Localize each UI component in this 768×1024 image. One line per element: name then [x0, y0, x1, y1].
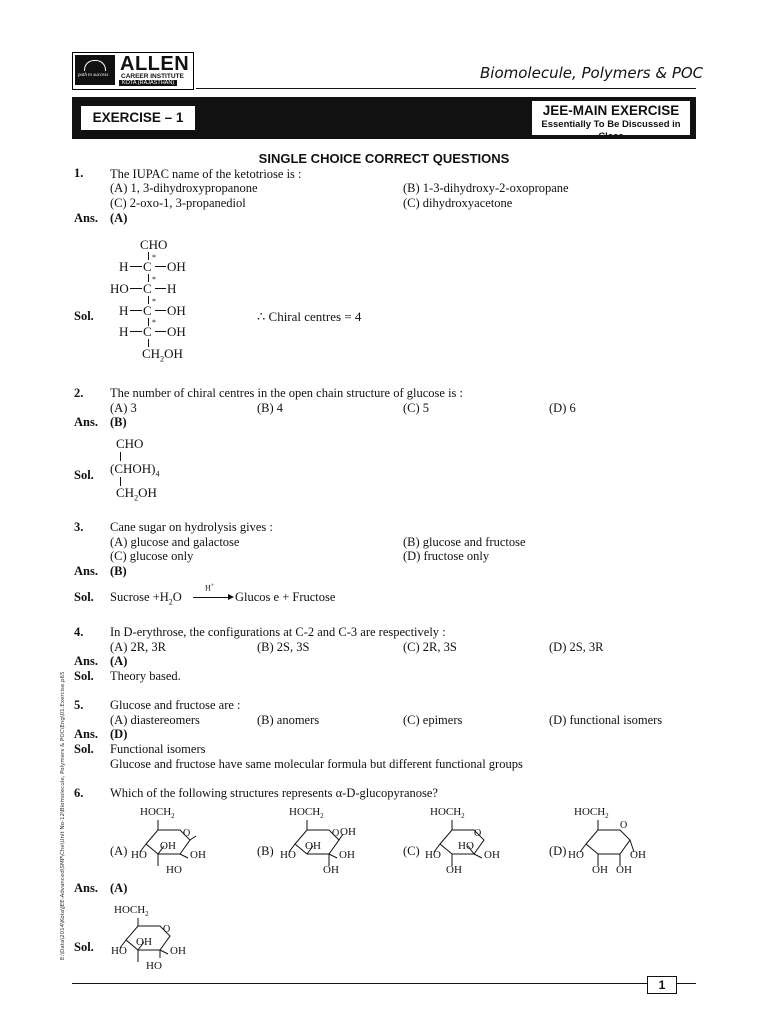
q5-number: 5.: [74, 698, 84, 712]
allen-logo: [72, 52, 194, 90]
q6-ans-value: (A): [110, 881, 128, 895]
q1-struct-c: C: [143, 281, 152, 296]
q3-text: Cane sugar on hydrolysis gives :: [110, 520, 273, 534]
q4-sol-label: Sol.: [74, 669, 94, 683]
bond: [155, 288, 166, 289]
sub: 2: [605, 812, 609, 821]
q6-option-c-label: (C): [403, 844, 420, 858]
q1-struct-oh: OH: [167, 259, 186, 274]
q3-option-a: (A) glucose and galactose: [110, 535, 240, 549]
q1-struct-oh: OH: [167, 324, 186, 339]
q1-text: The IUPAC name of the ketotriose is :: [110, 167, 302, 181]
jee-main-badge: [532, 101, 690, 142]
sub: 2: [461, 812, 465, 821]
q5-option-c: (C) epimers: [403, 713, 463, 727]
q2-struct-cho: CHO: [116, 436, 144, 451]
sub: 2: [171, 812, 175, 821]
chain: (CHOH): [110, 461, 156, 476]
q1-ans-label: Ans.: [74, 211, 98, 225]
q3-catalyst: [205, 583, 214, 593]
ring-ho: HO: [280, 849, 296, 861]
q1-struct-c: C: [143, 303, 152, 318]
bond: [130, 310, 142, 311]
q4-sol-text: Theory based.: [110, 669, 181, 683]
q4-option-c: (C) 2R, 3S: [403, 640, 457, 654]
ch: CH: [142, 346, 161, 361]
ring-oh: OH: [630, 849, 646, 861]
footer-rule-right: [676, 983, 696, 984]
bond: [130, 288, 142, 289]
ring-oh: OH: [616, 864, 632, 876]
q4-option-a: (A) 2R, 3R: [110, 640, 166, 654]
q6-option-b-label: (B): [257, 844, 274, 858]
page-header-title: Biomolecule, Polymers & POC: [480, 64, 704, 82]
q1-ans-value: (A): [110, 211, 128, 225]
q3-option-b: (B) glucose and fructose: [403, 535, 526, 549]
q5-sol-line1: Functional isomers: [110, 742, 206, 756]
q6-option-a-label: (A): [110, 844, 128, 858]
q1-option-c: (C) 2-oxo-1, 3-propanediol: [110, 196, 246, 210]
q6-option-b-structure: [277, 806, 367, 882]
ring-ho: HO: [568, 849, 584, 861]
q2-option-a: (A) 3: [110, 401, 137, 415]
q6-text: Which of the following structures represents α-D-glucopyranose?: [110, 786, 438, 800]
chiral-star: *: [152, 297, 156, 306]
bond: [130, 331, 142, 332]
q3-sol-rhs: Glucos e + Fructose: [235, 590, 336, 604]
q1-struct-ho: HO: [110, 281, 129, 296]
ring-oh: OH: [484, 849, 500, 861]
q1-struct-h: H: [119, 303, 129, 318]
q3-sol-lhs: [110, 590, 182, 607]
q2-number: 2.: [74, 386, 84, 400]
q6-option-c-structure: [422, 806, 512, 882]
chiral-star: *: [152, 318, 156, 327]
q1-option-d: (C) dihydroxyacetone: [403, 196, 513, 210]
q5-option-b: (B) anomers: [257, 713, 320, 727]
q3-option-c: (C) glucose only: [110, 549, 194, 563]
ring-o: O: [474, 828, 482, 839]
hoch: HOCH: [430, 806, 462, 818]
chiral-star: *: [152, 275, 156, 284]
q3-option-d: (D) fructose only: [403, 549, 490, 563]
q5-ans-value: (D): [110, 727, 128, 741]
header-rule: [196, 88, 696, 89]
q2-option-b: (B) 4: [257, 401, 284, 415]
bond: [155, 266, 166, 267]
ring-oh: OH: [446, 864, 462, 876]
q6-option-a-structure: [128, 806, 218, 882]
sub: 2: [320, 812, 324, 821]
ring-oh: OH: [170, 945, 186, 957]
ring-oh: OH: [340, 826, 356, 838]
ring-o: O: [620, 820, 628, 831]
q1-struct-cho: CHO: [140, 237, 168, 252]
section-title: SINGLE CHOICE CORRECT QUESTIONS: [258, 151, 510, 166]
q5-sol-label: Sol.: [74, 742, 94, 756]
footer-rule: [72, 983, 647, 984]
q5-text: Glucose and fructose are :: [110, 698, 241, 712]
h: H: [205, 583, 211, 593]
sub: 4: [155, 469, 160, 479]
q1-struct-c: C: [143, 324, 152, 339]
hoch: HOCH: [140, 806, 172, 818]
logo-line2: KOTA (RAJASTHAN): [119, 80, 177, 86]
ring-o: O: [332, 828, 340, 839]
badge-subtitle: Essentially To Be Discussed in Class: [541, 119, 681, 142]
oh: OH: [164, 346, 183, 361]
sucrose: Sucrose +H: [110, 590, 169, 604]
logo-arch: [84, 60, 106, 71]
ring-ho: HO: [111, 945, 127, 957]
o: O: [172, 590, 182, 604]
q4-ans-value: (A): [110, 654, 128, 668]
ring-ho: HO: [131, 849, 147, 861]
ring-oh: OH: [323, 864, 339, 876]
sub: 2: [160, 354, 165, 364]
q4-ans-label: Ans.: [74, 654, 98, 668]
q5-option-d: (D) functional isomers: [549, 713, 663, 727]
bond: [120, 452, 121, 461]
ring-ho: HO: [425, 849, 441, 861]
arrow-head-icon: [228, 594, 234, 600]
q2-text: The number of chiral centres in the open chain structure of glucose is :: [110, 386, 464, 400]
logo-emblem-icon: [75, 55, 115, 85]
exercise-label: EXERCISE – 1: [81, 106, 195, 130]
logo-tagline: path to success: [78, 73, 109, 78]
q3-ans-value: (B): [110, 564, 127, 578]
ring-oh: OH: [136, 936, 152, 948]
q1-sol-note: ∴ Chiral centres = 4: [257, 309, 362, 324]
logo-line1: CAREER INSTITUTE: [121, 73, 184, 80]
q2-sol-label: Sol.: [74, 468, 94, 482]
q1-number: 1.: [74, 166, 84, 180]
ring-ho: HO: [166, 864, 182, 876]
side-file-code: E:\Data\2014\Kota\JEE-Advanced\SMP\Che\Unit No-12\Biomolecule, Polymers & POC\Eng\01.Exercise.p65: [60, 671, 66, 960]
q1-struct-ch2oh: [142, 346, 183, 364]
ring-o: O: [183, 828, 191, 839]
bond: [155, 310, 166, 311]
ch: CH: [116, 485, 135, 500]
q1-option-a: (A) 1, 3-dihydroxypropanone: [110, 181, 258, 195]
ring-oh: OH: [305, 840, 321, 852]
q6-number: 6.: [74, 786, 84, 800]
ring-ho: HO: [146, 960, 162, 972]
badge-title: JEE-MAIN EXERCISE: [542, 103, 680, 118]
ring-ho: HO: [458, 840, 474, 852]
q2-struct-chain: [110, 461, 160, 479]
bond: [130, 266, 142, 267]
q6-sol-label: Sol.: [74, 940, 94, 954]
q4-number: 4.: [74, 625, 84, 639]
sub: 2: [145, 910, 149, 919]
sub: 2: [134, 493, 139, 503]
pyranose-ring-icon: [568, 806, 658, 882]
q5-option-a: (A) diastereomers: [110, 713, 200, 727]
q6-option-d-label: (D): [549, 844, 567, 858]
q3-sol-label: Sol.: [74, 590, 94, 604]
q6-sol-structure: [108, 898, 198, 974]
q5-sol-line2: Glucose and fructose have same molecular formula but different functional groups: [110, 757, 523, 771]
ring-o: O: [163, 924, 171, 935]
hoch: HOCH: [574, 806, 606, 818]
q1-struct-h: H: [119, 259, 129, 274]
ring-oh: OH: [339, 849, 355, 861]
q2-ans-value: (B): [110, 415, 127, 429]
q2-struct-ch2oh: [116, 485, 157, 503]
q6-option-d-structure: [568, 806, 658, 882]
q6-ans-label: Ans.: [74, 881, 98, 895]
q2-ans-label: Ans.: [74, 415, 98, 429]
q2-option-c: (C) 5: [403, 401, 430, 415]
pyranose-ring-icon: [277, 806, 367, 882]
hoch: HOCH: [114, 904, 146, 916]
hoch: HOCH: [289, 806, 321, 818]
sub: 2: [168, 597, 173, 607]
bond: [155, 331, 166, 332]
page-number: 1: [647, 976, 677, 994]
q4-option-d: (D) 2S, 3R: [549, 640, 604, 654]
q2-option-d: (D) 6: [549, 401, 576, 415]
q1-sol-label: Sol.: [74, 309, 94, 323]
plus: +: [210, 583, 215, 589]
q3-ans-label: Ans.: [74, 564, 98, 578]
q5-ans-label: Ans.: [74, 727, 98, 741]
q1-struct-c: C: [143, 259, 152, 274]
q1-option-b: (B) 1-3-dihydroxy-2-oxopropane: [403, 181, 569, 195]
ring-oh: OH: [190, 849, 206, 861]
q4-option-b: (B) 2S, 3S: [257, 640, 310, 654]
q1-struct-h: H: [119, 324, 129, 339]
logo-brand: ALLEN: [120, 53, 190, 75]
q3-number: 3.: [74, 520, 84, 534]
q1-struct-h: H: [167, 281, 177, 296]
oh: OH: [138, 485, 157, 500]
reaction-arrow-icon: [193, 597, 231, 598]
q4-text: In D-erythrose, the configurations at C-2 and C-3 are respectively :: [110, 625, 446, 639]
ring-oh: OH: [160, 840, 176, 852]
ring-oh: OH: [592, 864, 608, 876]
q1-struct-oh: OH: [167, 303, 186, 318]
chiral-star: *: [152, 253, 156, 262]
